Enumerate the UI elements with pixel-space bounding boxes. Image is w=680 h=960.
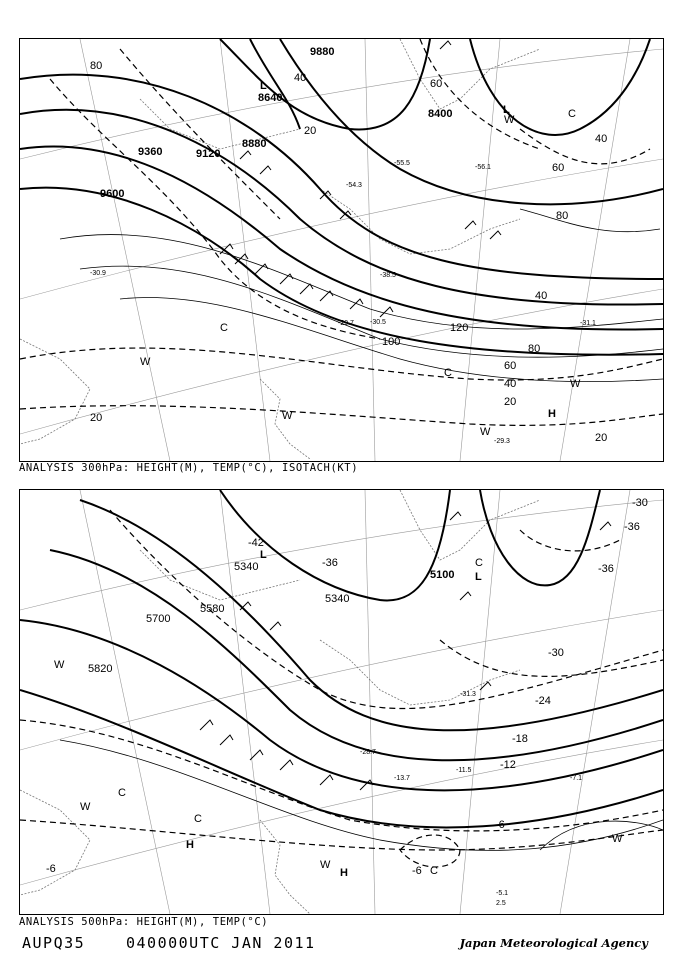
warm-symbol: W [140,356,151,368]
cold-symbol: C [444,367,452,379]
chart-id: AUPQ35 [22,934,86,952]
temp-label: -55.5 [394,160,410,167]
graticule [20,39,663,461]
height-label: 5340 [325,593,350,605]
isotach-label: 80 [556,210,569,222]
high-symbol: H [340,867,348,879]
graticule [20,490,663,914]
height-label: 8640 [258,92,283,104]
temp-label: -30.9 [90,270,106,277]
isotach-label: 40 [595,133,608,145]
station-value: -11.5 [456,767,472,774]
cold-symbol: C [475,557,483,569]
isotach-label: 20 [90,412,103,424]
warm-symbol: W [504,114,515,126]
low-symbol: L [503,104,510,116]
height-label: 5580 [200,603,225,615]
isotherm-label: -6 [46,863,56,875]
isotherm-label: -6 [412,865,422,877]
height-label: 5340 [234,561,259,573]
map-300hpa [19,38,664,462]
height-label: 8400 [428,108,453,120]
warm-symbol: W [480,426,491,438]
isotherm-label: -36 [322,557,338,569]
cold-symbol: C [568,108,576,120]
temp-label: -29.7 [338,320,354,327]
isotherm-label: -36 [624,521,640,533]
isotherm-solid [60,740,663,850]
isotach-label: 100 [382,336,401,348]
isotach-label: 80 [528,343,541,355]
high-symbol: H [548,408,556,420]
warm-symbol: W [320,859,331,871]
height-labels [100,46,452,200]
map-500hpa-canvas [20,490,663,914]
height-label: 5100 [430,569,455,581]
temp-label: -30.5 [370,319,386,326]
station-value: -28.7 [360,749,376,756]
isotherm-label: -6 [495,819,505,831]
isotach-label: 40 [535,290,548,302]
height-labels [88,561,454,675]
station-value: -7.1 [570,775,583,782]
warm-symbol: W [570,378,581,390]
warm-symbol: W [612,833,623,845]
cold-symbol: C [118,787,126,799]
station-value: 2.5 [496,900,506,907]
temp-label: -38.5 [380,272,396,279]
caption-500hpa: ANALYSIS 500hPa: HEIGHT(M), TEMP(°C) [19,916,269,928]
isotach-label: 40 [294,72,307,84]
station-value: -5.1 [496,890,509,897]
agency-name: Japan Meteorological Agency [459,936,648,950]
low-symbol: L [260,549,267,561]
low-symbol: L [475,571,482,583]
height-label: 9360 [138,146,163,158]
height-label: 5700 [146,613,171,625]
map-500hpa [19,489,664,915]
isotherm-label: -24 [535,695,551,707]
temp-label: -56.1 [475,164,491,171]
isotach-label: 20 [504,396,517,408]
isotherm-label: -18 [512,733,528,745]
height-label: 5820 [88,663,113,675]
temp-label: -31.1 [580,320,596,327]
valid-time: 040000UTC JAN 2011 [126,934,316,952]
cold-symbol: C [430,865,438,877]
isotach-contours [60,209,663,382]
isotherm-label: -42 [248,537,264,549]
isotherm-label: -30 [632,497,648,509]
isotach-label: 120 [450,322,469,334]
isotach-label: 60 [552,162,565,174]
isotherm-label: -30 [548,647,564,659]
isotach-label: 20 [304,125,317,137]
temp-label: -29.3 [494,438,510,445]
caption-300hpa: ANALYSIS 300hPa: HEIGHT(M), TEMP(°C), ISOTACH(KT) [19,462,359,474]
isotach-label: 60 [504,360,517,372]
temp-label: -54.3 [346,182,362,189]
isotherm-label: -12 [500,759,516,771]
map-300hpa-canvas [20,39,663,461]
height-label: 8880 [242,138,267,150]
temperature-contours [20,510,663,867]
station-value: -31.3 [460,691,476,698]
warm-symbol: W [282,410,293,422]
warm-symbol: W [54,659,65,671]
isotach-label: 40 [504,378,517,390]
low-symbol: L [260,80,267,92]
high-symbol: H [186,839,194,851]
isotach-label: 80 [90,60,103,72]
height-label: 9880 [310,46,335,58]
station-value: -13.7 [394,775,410,782]
isotherm-label: -36 [598,563,614,575]
isotach-label: 20 [595,432,608,444]
cold-symbol: C [194,813,202,825]
isotach-label: 60 [430,78,443,90]
height-contours [20,490,663,827]
height-label: 9600 [100,188,125,200]
warm-symbol: W [80,801,91,813]
cold-symbol: C [220,322,228,334]
height-label: 9120 [196,148,221,160]
temperature-contours [20,39,663,425]
temp-contour-labels [46,497,648,877]
